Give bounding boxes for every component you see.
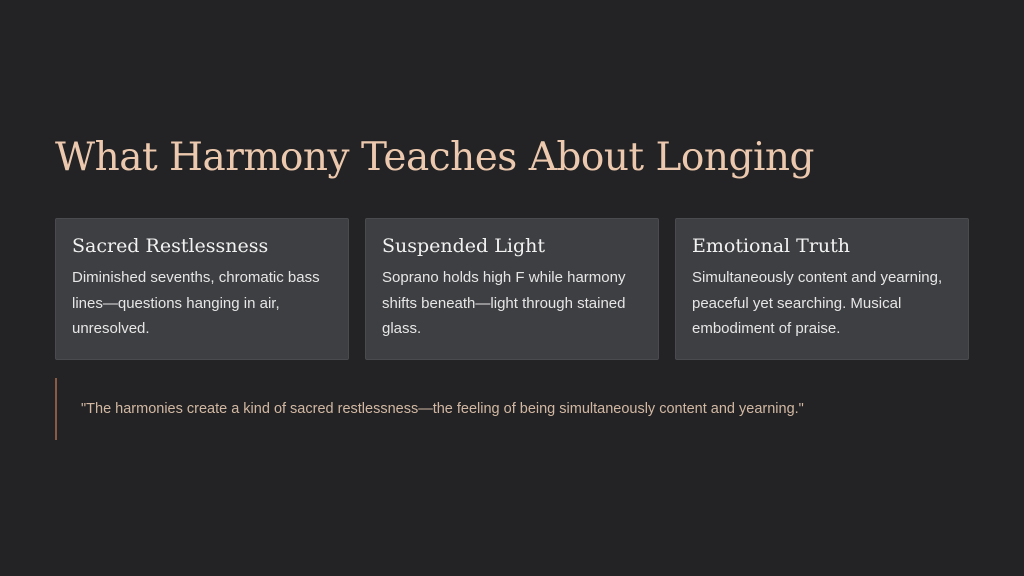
card-body: Diminished sevenths, chromatic bass lines—questions hanging in air, unresolved.	[72, 269, 320, 337]
slide-title: What Harmony Teaches About Longing	[55, 135, 815, 180]
card-title: Emotional Truth	[692, 235, 851, 257]
card-suspended-light	[365, 218, 659, 360]
quote-block	[55, 378, 985, 440]
card-emotional-truth	[675, 218, 969, 360]
card-title: Sacred Restlessness	[72, 235, 269, 257]
card-body: Simultaneously content and yearning, peaceful yet searching. Musical embodiment of praise.	[692, 269, 943, 337]
quote-text: "The harmonies create a kind of sacred restlessness—the feeling of being simultaneously content and yearning."	[81, 401, 804, 417]
card-body: Soprano holds high F while harmony shifts beneath—light through stained glass.	[382, 269, 626, 337]
card-sacred-restlessness	[55, 218, 349, 360]
card-title: Suspended Light	[382, 235, 545, 257]
